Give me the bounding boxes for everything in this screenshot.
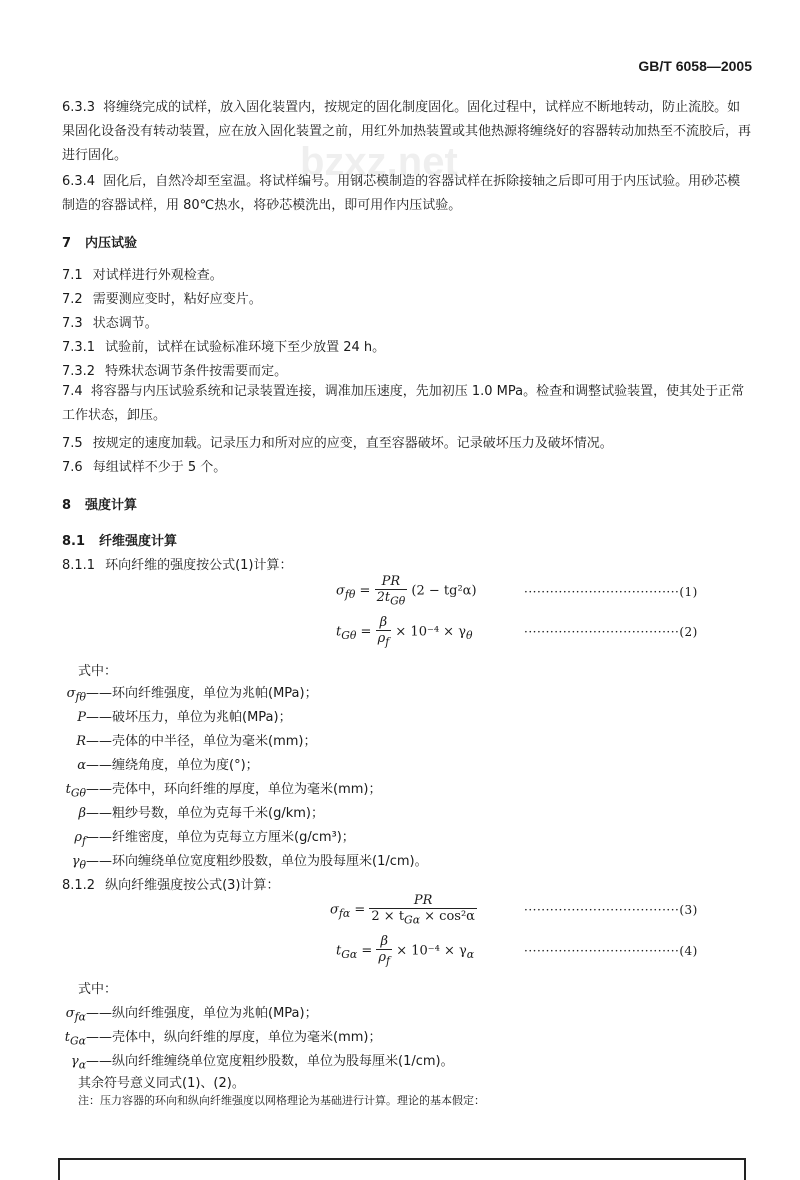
symbol-def xyxy=(30,706,292,728)
symbol: ρ xyxy=(74,830,82,845)
symbol-def xyxy=(30,778,381,800)
eq-denominator xyxy=(376,950,392,968)
clause-8-1-2 xyxy=(62,874,280,893)
eq-den-tail: × cos²α xyxy=(420,909,475,924)
eq-lhs-sub: Gα xyxy=(341,947,358,961)
symbol-def xyxy=(30,730,316,752)
symbol-sub: θ xyxy=(79,858,86,872)
eq-fraction xyxy=(369,893,477,927)
page-bottom-frame xyxy=(58,1158,746,1180)
clause-number: 7.6 xyxy=(62,460,83,475)
clause-number: 7.3.2 xyxy=(62,364,96,379)
eq-den-sub: f xyxy=(386,954,391,968)
eq-denominator xyxy=(376,631,392,649)
clause-number: 6.3.3 xyxy=(62,100,96,115)
symbol: t xyxy=(64,1030,71,1045)
eq-den-main: ρ xyxy=(377,631,386,646)
eq-lhs-sub: fα xyxy=(338,906,351,920)
eq-lhs-sub: Gθ xyxy=(341,628,357,642)
symbol-desc: ——壳体的中半径，单位为毫米(mm)； xyxy=(86,734,317,749)
eq-fraction xyxy=(376,934,392,968)
clause-7-6 xyxy=(62,456,226,475)
symbol-desc: ——环向纤维强度，单位为兆帕(MPa)； xyxy=(86,686,318,701)
clause-number: 6.3.4 xyxy=(62,174,96,189)
clause-7-4 xyxy=(62,380,752,428)
symbol-desc: ——壳体中，纵向纤维的厚度，单位为毫米(mm)； xyxy=(86,1030,382,1045)
eq-den-main: ρ xyxy=(378,950,387,965)
equation-2 xyxy=(336,615,473,649)
clause-number: 8.1.1 xyxy=(62,558,96,573)
eq-lhs: σ xyxy=(336,583,345,599)
symbol-def xyxy=(30,682,318,704)
symbol-def xyxy=(30,754,259,776)
eq-numerator: PR xyxy=(375,574,408,590)
clause-number: 7.4 xyxy=(62,384,83,399)
symbol: γ xyxy=(71,854,80,869)
paragraph-6-3-3 xyxy=(62,96,752,168)
symbol-def xyxy=(30,1002,318,1024)
paragraph-6-3-4 xyxy=(62,170,752,218)
symbol-sub: fθ xyxy=(75,690,86,704)
standard-code: GB/T 6058—2005 xyxy=(638,58,752,74)
eq-lhs: t xyxy=(336,624,342,640)
eq-relation: = xyxy=(354,902,366,918)
symbol-def xyxy=(30,850,428,872)
eq-denominator xyxy=(375,590,408,608)
eq-relation: = xyxy=(361,943,373,959)
equation-4 xyxy=(336,934,474,968)
symbol: σ xyxy=(66,686,76,701)
symbol: R xyxy=(76,734,86,749)
eq-denominator xyxy=(369,909,477,927)
symbol: γ xyxy=(70,1054,79,1069)
where-label-2: 式中： xyxy=(78,982,118,997)
eq-fraction xyxy=(376,615,392,649)
symbol-desc: ——缠绕角度，单位为度(°)； xyxy=(86,758,259,773)
equation-1 xyxy=(336,574,477,608)
clause-text: 环向纤维的强度按公式(1)计算： xyxy=(105,558,293,573)
eq-lhs-sub: fθ xyxy=(344,587,356,601)
symbol-sub: fα xyxy=(74,1010,86,1024)
clause-number: 7.3.1 xyxy=(62,340,96,355)
symbol-desc: ——破坏压力，单位为兆帕(MPa)； xyxy=(86,710,292,725)
eq-relation: = xyxy=(360,624,372,640)
eq-lhs: σ xyxy=(330,902,339,918)
clause-text: 固化后，自然冷却至室温。将试样编号。用钢芯模制造的容器试样在拆除接轴之后即可用于内压试验。用砂芯模制造的容器试样，用 80℃热水，将砂芯模洗出，即可用作内压试验。 xyxy=(62,174,741,213)
symbol-def xyxy=(30,1026,381,1048)
eq-fraction xyxy=(375,574,408,608)
where-label-1: 式中： xyxy=(78,664,118,679)
section-title: 内压试验 xyxy=(85,236,138,251)
symbol-desc: ——粗纱号数，单位为克每千米(g/km)； xyxy=(86,806,324,821)
clause-8-1-1 xyxy=(62,554,293,573)
clause-text: 按规定的速度加载。记录压力和所对应的应变，直至容器破坏。记录破坏压力及破坏情况。 xyxy=(92,436,613,451)
clause-7-3-1 xyxy=(62,336,385,355)
eq-den-main: 2 × t xyxy=(371,909,405,924)
section-title: 纤维强度计算 xyxy=(99,534,178,549)
clause-text: 纵向纤维强度按公式(3)计算： xyxy=(105,878,280,893)
clause-7-2 xyxy=(62,288,262,307)
clause-number: 7.1 xyxy=(62,268,83,283)
symbol-sub: α xyxy=(78,1058,86,1072)
equation-1-number: ····································(1) xyxy=(524,585,698,599)
eq-tail: (2 − tg²α) xyxy=(411,583,477,599)
clause-text: 将容器与内压试验系统和记录装置连接，调准加压速度，先加初压 1.0 MPa。检查和调整试验装置，使其处于正常工作状态，卸压。 xyxy=(62,384,745,423)
footnote: 注：压力容器的环向和纵向纤维强度以网格理论为基础进行计算。理论的基本假定： xyxy=(78,1094,485,1107)
clause-7-3 xyxy=(62,312,158,331)
eq-numerator: β xyxy=(376,615,392,631)
eq-den-sub: Gθ xyxy=(390,594,406,608)
clause-text: 特殊状态调节条件按需要而定。 xyxy=(105,364,288,379)
equation-3 xyxy=(330,893,477,927)
clause-text: 对试样进行外观检查。 xyxy=(92,268,223,283)
symbol-sub: f xyxy=(81,834,86,848)
clause-7-1 xyxy=(62,264,223,283)
eq-tail: × 10⁻⁴ × γ xyxy=(395,624,466,640)
symbol-desc: ——纤维密度，单位为克每立方厘米(g/cm³)； xyxy=(86,830,355,845)
eq-lhs: t xyxy=(336,943,342,959)
equation-4-number: ····································(4) xyxy=(524,944,698,958)
symbol-desc: ——壳体中，环向纤维的厚度，单位为毫米(mm)； xyxy=(86,782,382,797)
section-title: 强度计算 xyxy=(85,498,138,513)
symbol-def xyxy=(30,826,355,848)
clause-7-5 xyxy=(62,432,613,451)
eq-numerator: β xyxy=(376,934,392,950)
equation-2-number: ····································(2) xyxy=(524,625,698,639)
clause-text: 每组试样不少于 5 个。 xyxy=(92,460,227,475)
symbol: α xyxy=(77,758,86,773)
section-number: 7 xyxy=(62,236,72,251)
clause-text: 需要测应变时，粘好应变片。 xyxy=(92,292,262,307)
eq-numerator: PR xyxy=(369,893,477,909)
symbol: P xyxy=(77,710,86,725)
section-8-heading xyxy=(62,494,137,513)
clause-number: 7.2 xyxy=(62,292,83,307)
clause-7-3-2 xyxy=(62,360,287,379)
clause-text: 状态调节。 xyxy=(92,316,158,331)
symbol-def xyxy=(30,1050,454,1072)
clause-number: 7.3 xyxy=(62,316,83,331)
symbol-sub: Gα xyxy=(70,1034,86,1048)
clause-number: 7.5 xyxy=(62,436,83,451)
symbol-sub: Gθ xyxy=(70,786,86,800)
eq-den-sub: Gα xyxy=(404,913,421,927)
section-7-heading xyxy=(62,232,137,251)
eq-relation: = xyxy=(359,583,371,599)
clause-number: 8.1.2 xyxy=(62,878,96,893)
section-number: 8 xyxy=(62,498,72,513)
eq-tail-sub: θ xyxy=(465,628,473,642)
eq-tail: × 10⁻⁴ × γ xyxy=(396,943,467,959)
equation-3-number: ····································(3) xyxy=(524,903,698,917)
others-note: 其余符号意义同式(1)、(2)。 xyxy=(78,1076,245,1091)
clause-text: 试验前，试样在试验标准环境下至少放置 24 h。 xyxy=(105,340,386,355)
symbol: σ xyxy=(65,1006,75,1021)
section-number: 8.1 xyxy=(62,534,86,549)
symbol-def xyxy=(30,802,324,824)
section-8-1-heading xyxy=(62,530,177,549)
symbol-desc: ——纵向纤维缠绕单位宽度粗纱股数，单位为股每厘米(1/cm)。 xyxy=(86,1054,454,1069)
symbol-desc: ——环向缠绕单位宽度粗纱股数，单位为股每厘米(1/cm)。 xyxy=(86,854,428,869)
eq-tail-sub: α xyxy=(466,947,475,961)
eq-den-sub: f xyxy=(385,635,390,649)
symbol: t xyxy=(65,782,71,797)
symbol-desc: ——纵向纤维强度，单位为兆帕(MPa)； xyxy=(86,1006,318,1021)
clause-text: 将缠绕完成的试样，放入固化装置内，按规定的固化制度固化。固化过程中，试样应不断地转动，防止流胶。如果固化设备没有转动装置，应在放入固化装置之前，用红外加热装置或其他热源将缠绕好的容器转动加热至不流胶后，再进行固化。 xyxy=(62,100,752,163)
symbol: β xyxy=(78,806,86,821)
watermark: bzxz.net xyxy=(300,140,458,184)
eq-den-main: 2t xyxy=(376,590,391,605)
